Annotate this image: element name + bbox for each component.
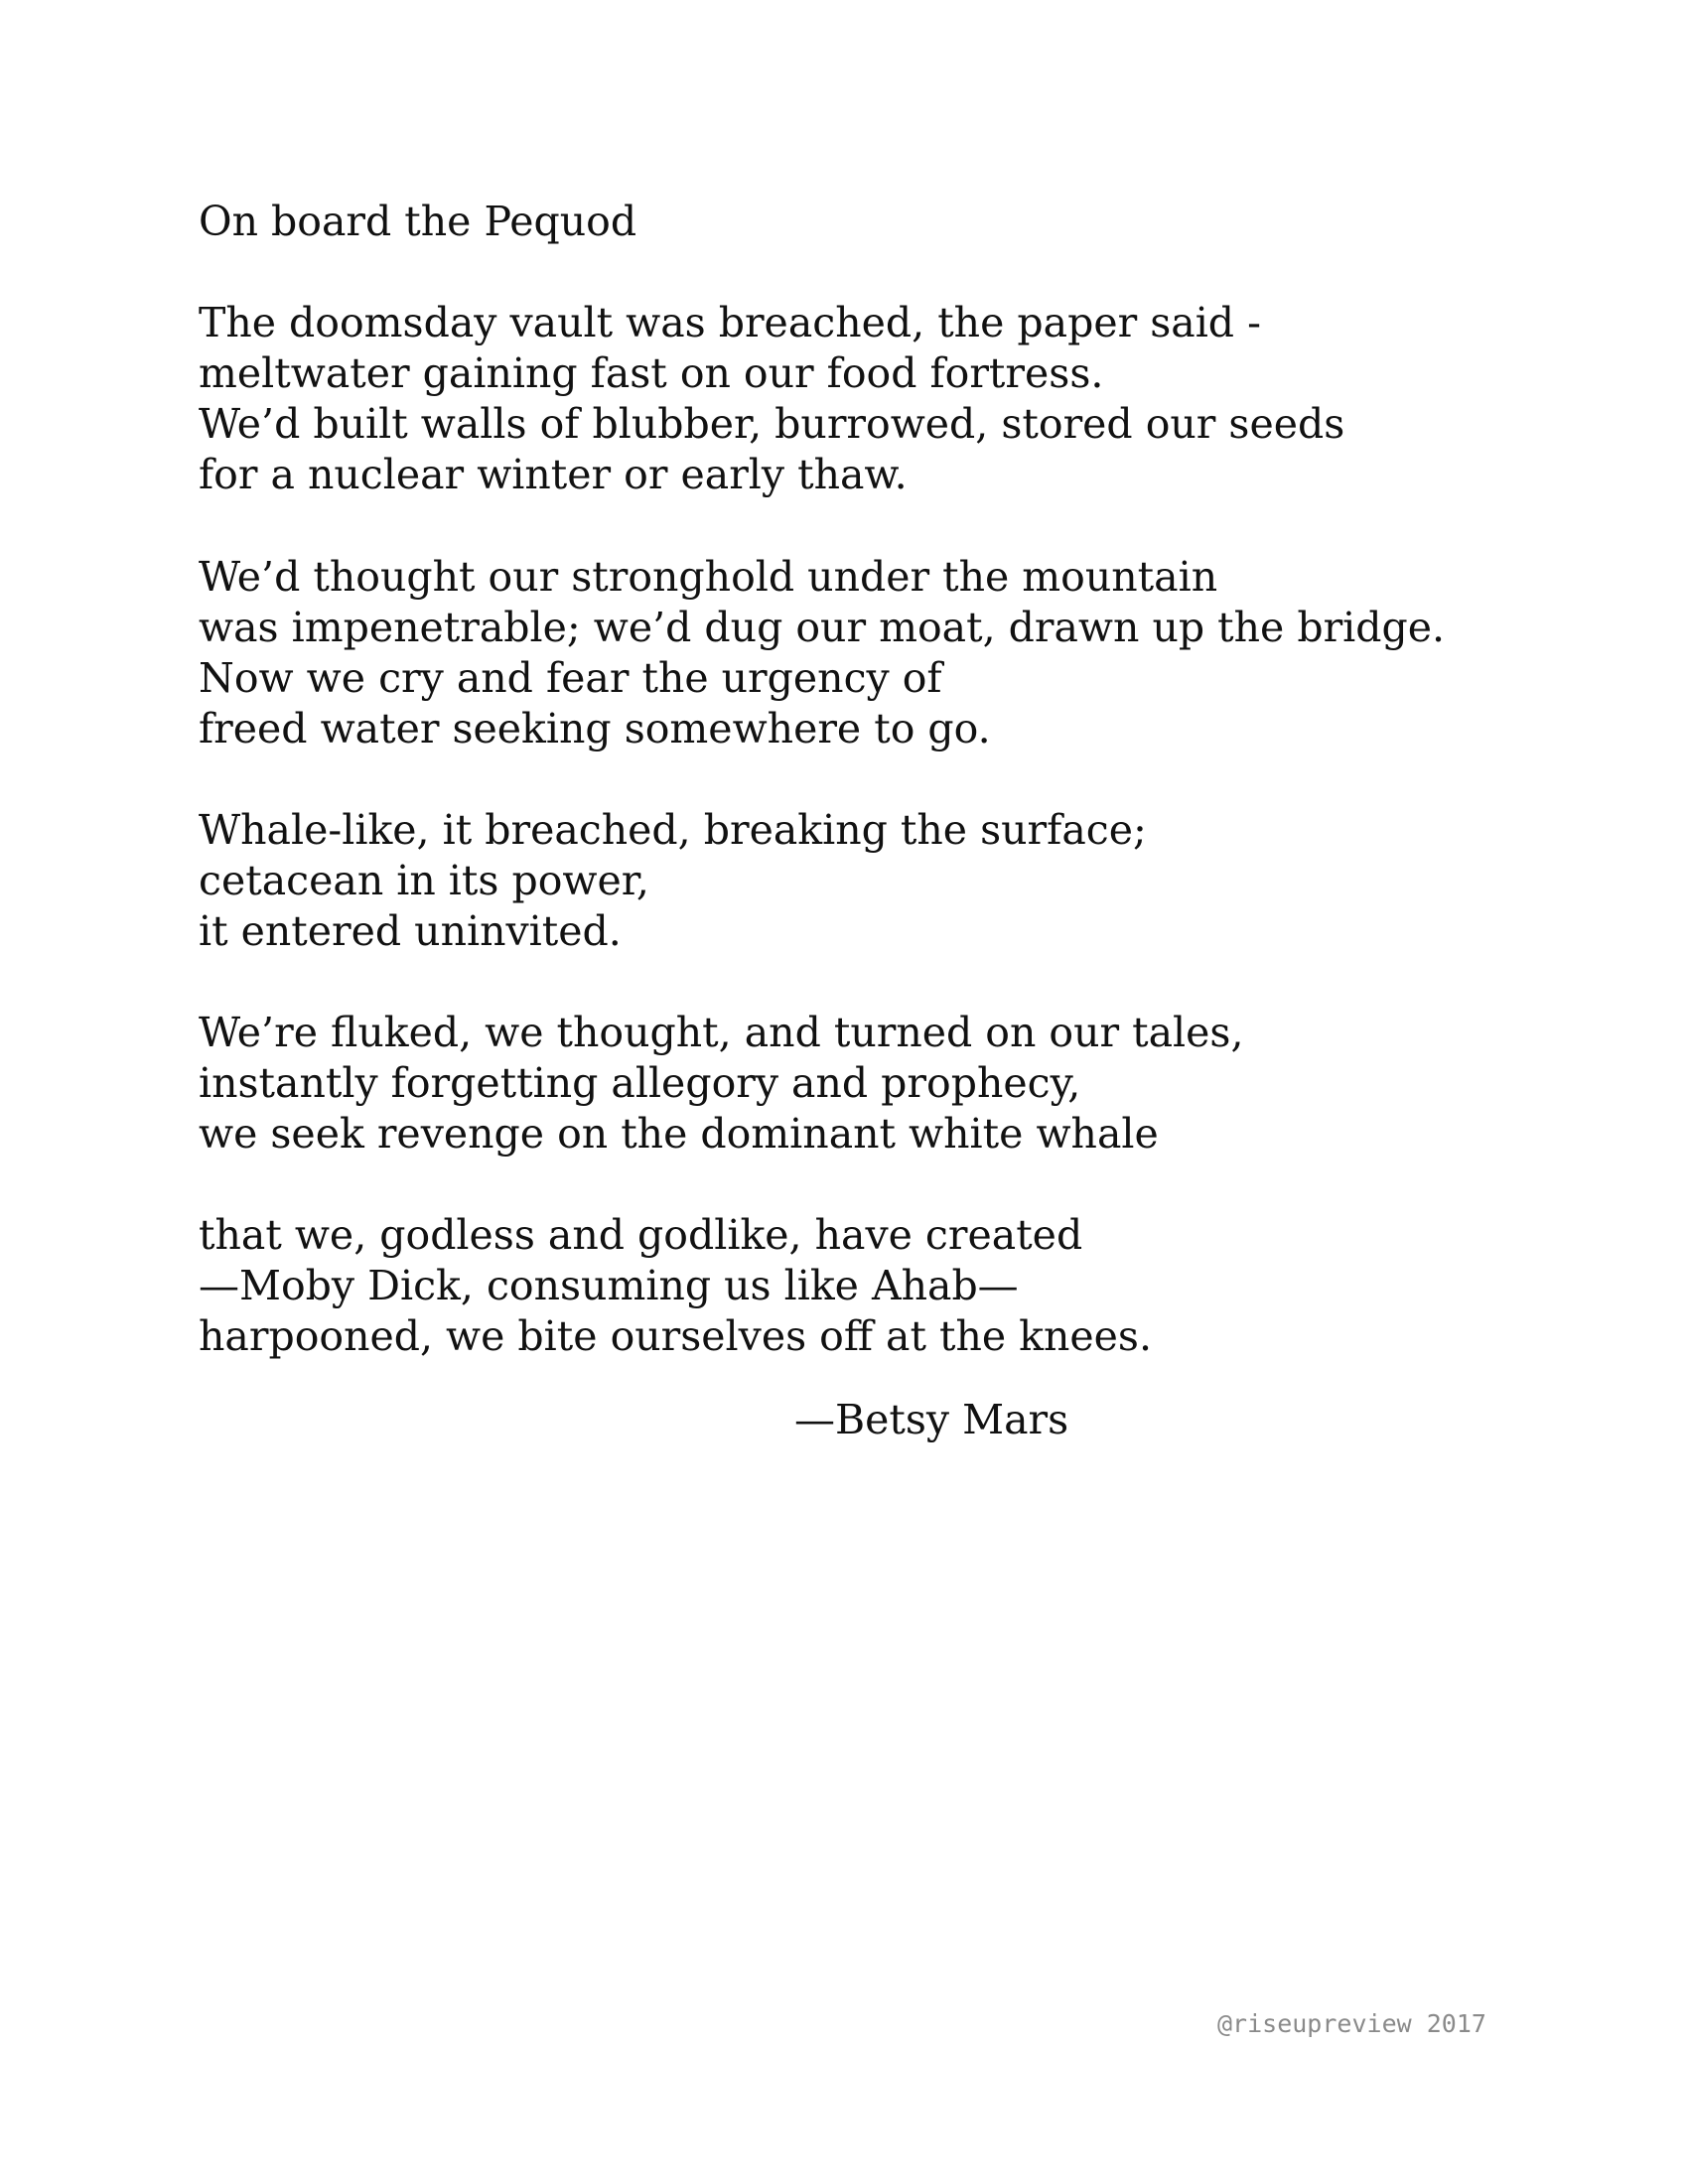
poem-line: We’d built walls of blubber, burrowed, stored our seeds: [199, 400, 1345, 448]
poem-line: cetacean in its power,: [199, 857, 649, 904]
poem-line: freed water seeking somewhere to go.: [199, 705, 991, 752]
stanza-5: [199, 1210, 1152, 1362]
poem-line: We’re fluked, we thought, and turned on our tales,: [199, 1009, 1244, 1056]
stanza-1: [199, 298, 1344, 500]
poem-line: meltwater gaining fast on our food fortress.: [199, 349, 1104, 397]
poem-title: On board the Pequod: [199, 198, 637, 245]
poem-line: instantly forgetting allegory and prophecy,: [199, 1059, 1081, 1107]
poem-line: Whale-like, it breached, breaking the surface;: [199, 806, 1147, 854]
stanza-4: [199, 1008, 1244, 1160]
poem-line: —Moby Dick, consuming us like Ahab—: [199, 1262, 1019, 1309]
stanza-3: [199, 805, 1147, 957]
poem-line: harpooned, we bite ourselves off at the knees.: [199, 1312, 1152, 1360]
poem-line: we seek revenge on the dominant white whale: [199, 1110, 1159, 1158]
copyright-notice: @riseupreview 2017: [1217, 2009, 1486, 2038]
poem-line: Now we cry and fear the urgency of: [199, 654, 942, 702]
poem-line: that we, godless and godlike, have created: [199, 1211, 1083, 1259]
poem-line: We’d thought our stronghold under the mountain: [199, 553, 1218, 601]
poem-line: The doomsday vault was breached, the paper said -: [199, 299, 1261, 346]
poem-line: was impenetrable; we’d dug our moat, drawn up the bridge.: [199, 604, 1446, 651]
poem-line: it entered uninvited.: [199, 907, 622, 955]
author-signature: —Betsy Mars: [794, 1396, 1069, 1443]
poem-line: for a nuclear winter or early thaw.: [199, 451, 908, 498]
stanza-2: [199, 552, 1445, 754]
